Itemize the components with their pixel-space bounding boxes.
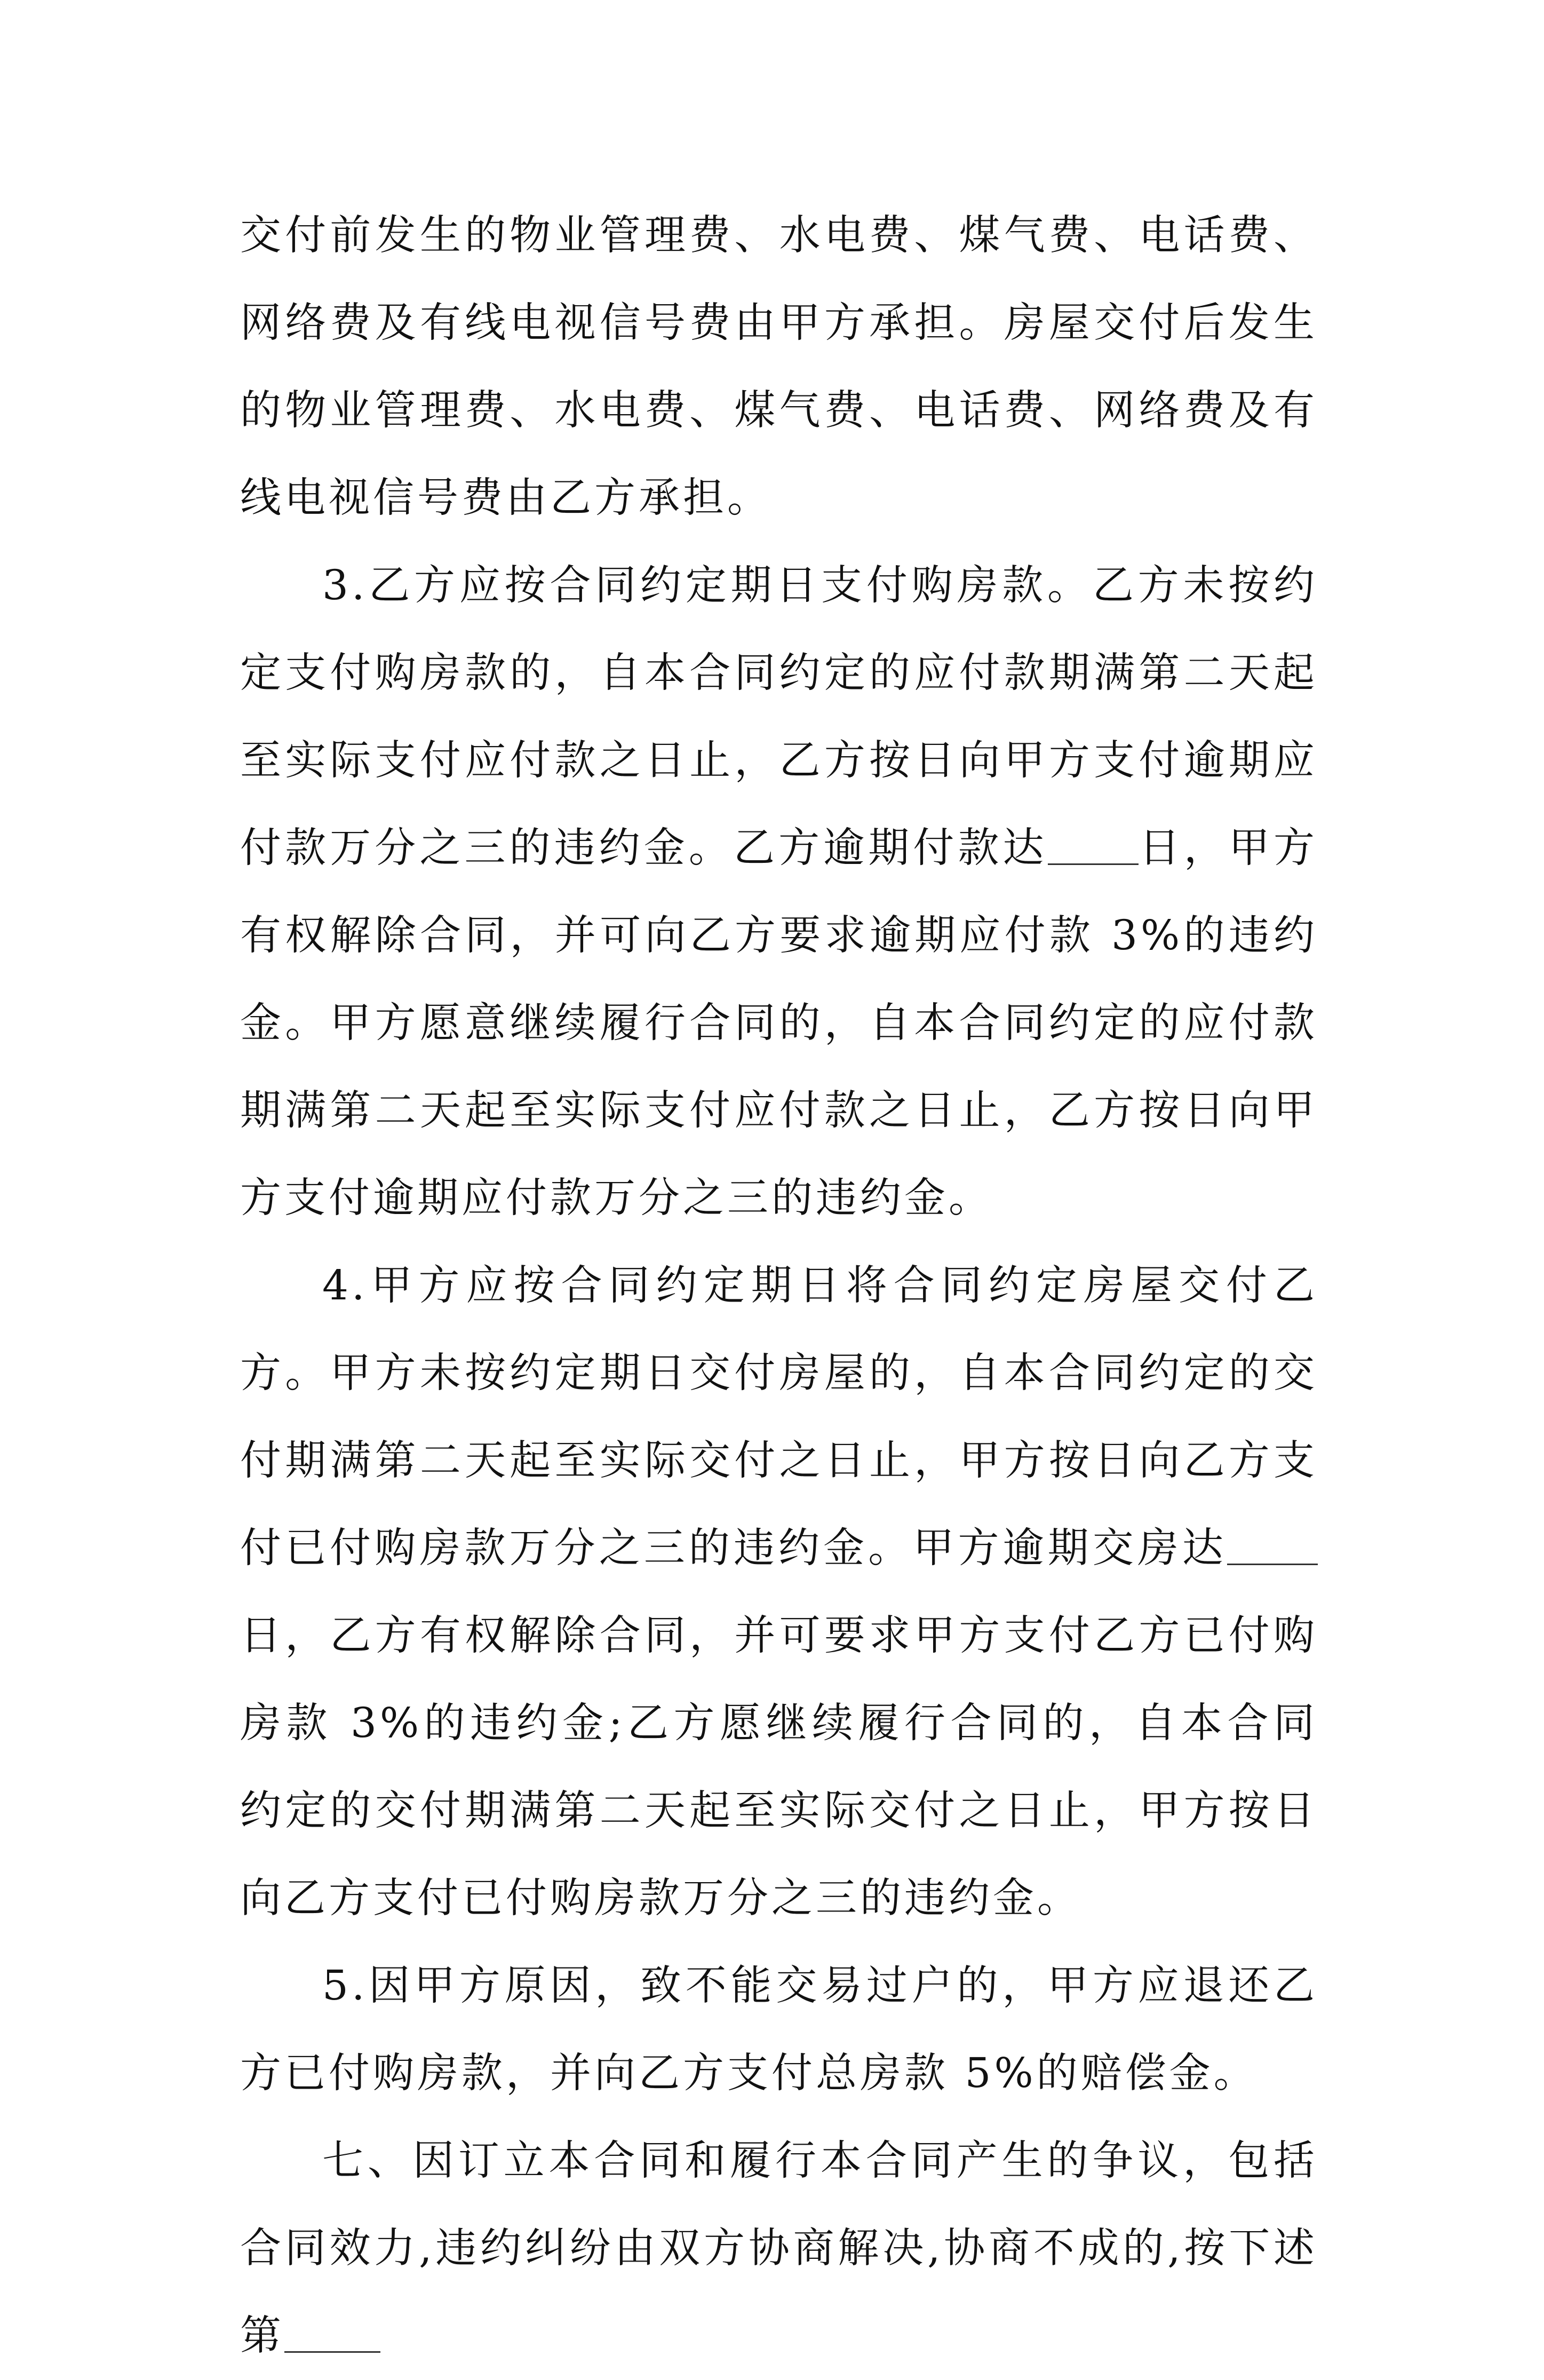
blank-fill-line (1227, 1532, 1318, 1565)
paragraph-text: 3.乙方应按合同约定期日支付购房款。乙方未按约定支付购房款的，自本合同约定的应付款期满第二天起至实际支付应付款之日止，乙方按日向甲方支付逾期应付款万分之三的违约金。乙方逾期付款达 (240, 562, 1318, 872)
paragraph-fee-responsibility (240, 192, 1318, 542)
paragraph-text: 5.因甲方原因，致不能交易过户的，甲方应退还乙方已付购房款，并向乙方支付总房款 5%的赔偿金。 (240, 1962, 1318, 2097)
paragraph-text: 七、因订立本合同和履行本合同产生的争议，包括合同效力,违约纠纷由双方协商解决,协商不成的,按下述第 (240, 2137, 1318, 2360)
paragraph-text: 4.甲方应按合同约定期日将合同约定房屋交付乙方。甲方未按约定期日交付房屋的，自本合同约定的交付期满第二天起至实际交付之日止，甲方按日向乙方支付已付购房款万分之三的违约金。甲方逾期交房达 (240, 1262, 1318, 1572)
document-body (240, 192, 1318, 2380)
paragraph-text: 交付前发生的物业管理费、水电费、煤气费、电话费、网络费及有线电视信号费由甲方承担。房屋交付后发生的物业管理费、水电费、煤气费、电话费、网络费及有线电视信号费由乙方承担。 (240, 212, 1318, 522)
paragraph-text: 日，甲方有权解除合同，并可向乙方要求逾期应付款 3%的违约金。甲方愿意继续履行合同的，自本合同约定的应付款期满第二天起至实际支付应付款之日止，乙方按日向甲方支付逾期应付款万分之三的违约金。 (240, 824, 1318, 1222)
paragraph-clause-4-seller-late-delivery (240, 1242, 1318, 1942)
paragraph-text: 日，乙方有权解除合同，并可要求甲方支付乙方已付购房款 3%的违约金;乙方愿继续履行合同的，自本合同约定的交付期满第二天起至实际交付之日止，甲方按日向乙方支付已付购房款万分之三的违约金。 (240, 1612, 1318, 1922)
paragraph-clause-5-transfer-failure (240, 1942, 1318, 2117)
paragraph-clause-3-buyer-late-payment (240, 542, 1318, 1242)
blank-fill-line (1048, 831, 1139, 865)
paragraph-clause-7-dispute-resolution (240, 2117, 1318, 2380)
blank-fill-line (284, 2319, 380, 2353)
